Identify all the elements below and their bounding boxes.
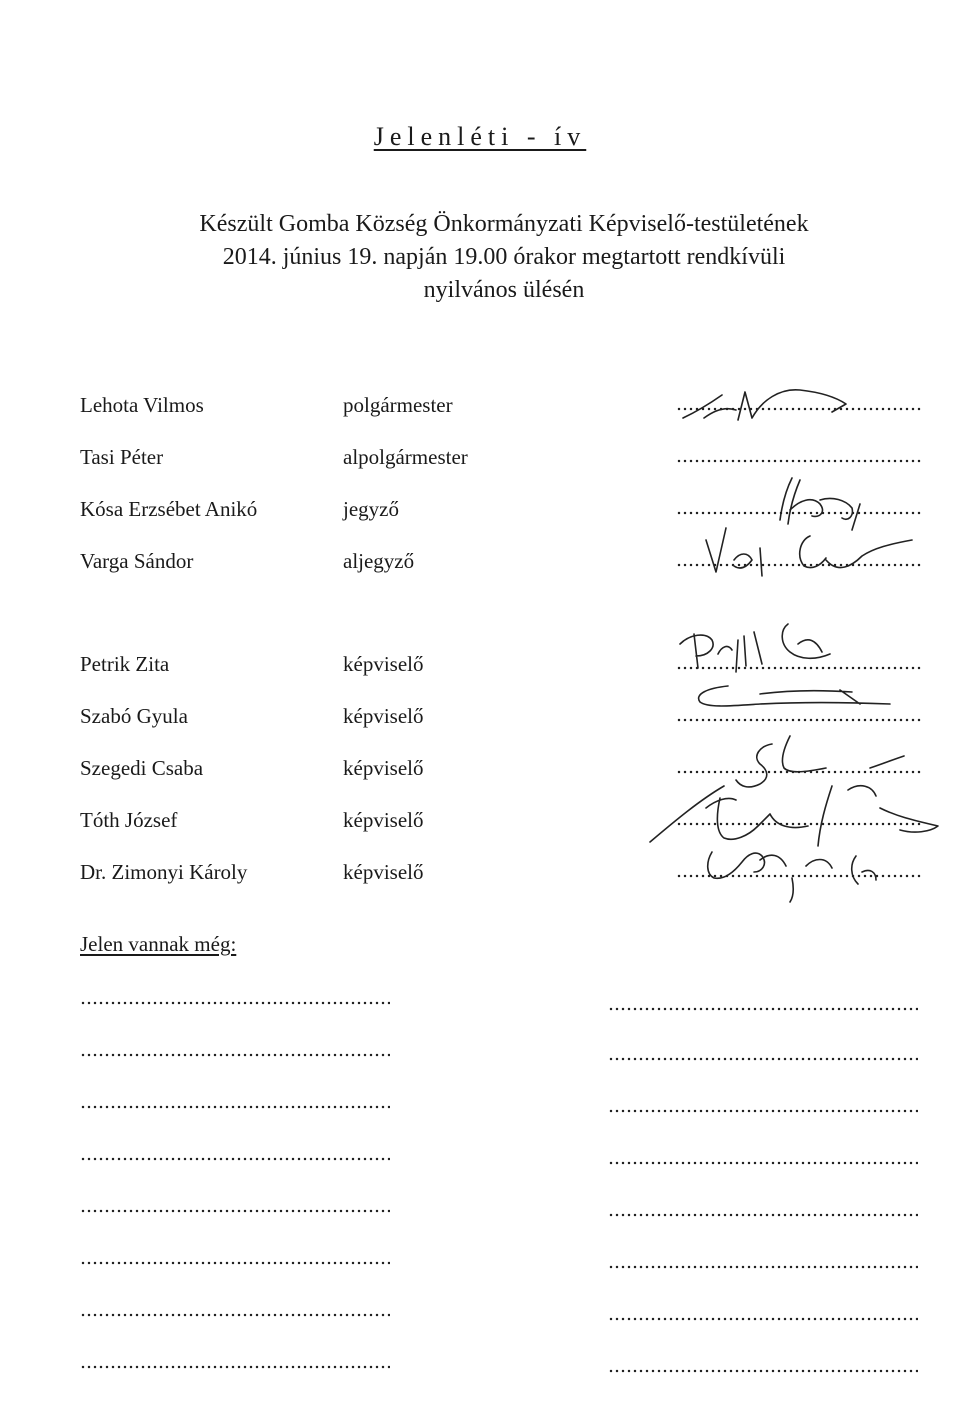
attendee-row: [0, 549, 960, 579]
signature-line: [676, 874, 922, 878]
blank-line-left: [80, 1313, 390, 1317]
attendee-row: [0, 445, 960, 475]
attendee-role: polgármester: [343, 393, 453, 417]
subtitle-line-1: Készült Gomba Község Önkormányzati Képviselő-testületének: [199, 211, 809, 237]
signature-line: [676, 666, 922, 670]
attendee-role: alpolgármester: [343, 445, 468, 469]
attendee-name: Petrik Zita: [80, 652, 170, 676]
attendee-row: [0, 860, 960, 890]
attendee-role: aljegyző: [343, 549, 415, 573]
blank-line-left: [80, 1157, 390, 1161]
document-title: Jelenléti - ív: [373, 122, 587, 151]
attendee-name: Szegedi Csaba: [80, 756, 204, 780]
blank-line-left: [80, 1105, 390, 1109]
attendee-name: Lehota Vilmos: [80, 393, 204, 417]
attendee-role: képviselő: [343, 756, 424, 780]
attendee-name: Kósa Erzsébet Anikó: [80, 497, 258, 521]
signature-line: [676, 770, 922, 774]
blank-line-right: [608, 1369, 918, 1373]
blank-line-left: [80, 1209, 390, 1213]
attendee-role: jegyző: [343, 497, 399, 521]
blank-line-right: [608, 1213, 918, 1217]
attendee-row: [0, 704, 960, 734]
attendee-role: képviselő: [343, 808, 424, 832]
blank-line-left: [80, 1053, 390, 1057]
blank-line-left: [80, 1001, 390, 1005]
attendee-role: képviselő: [343, 704, 424, 728]
blank-line-right: [608, 1109, 918, 1113]
subtitle-line-2: 2014. június 19. napján 19.00 órakor megtartott rendkívüli: [222, 244, 786, 270]
blank-line-right: [608, 1007, 918, 1011]
blank-line-left: [80, 1261, 390, 1265]
signature-line: [676, 822, 922, 826]
signature-line: [676, 718, 922, 722]
attendee-role: képviselő: [343, 860, 424, 884]
document-subtitle: [0, 208, 960, 307]
attendee-name: Szabó Gyula: [80, 704, 188, 728]
attendee-row: [0, 756, 960, 786]
attendee-row: [0, 652, 960, 682]
signature-line: [676, 563, 922, 567]
attendee-row: [0, 808, 960, 838]
blank-line-right: [608, 1057, 918, 1061]
attendee-name: Varga Sándor: [80, 549, 194, 573]
blank-line-right: [608, 1317, 918, 1321]
subtitle-line-3: nyilvános ülésén: [423, 277, 585, 303]
signature-line: [676, 459, 922, 463]
attendee-name: Dr. Zimonyi Károly: [80, 860, 248, 884]
signature-line: [676, 511, 922, 515]
signature-line: [676, 407, 922, 411]
blank-line-right: [608, 1265, 918, 1269]
attendee-name: Tóth József: [80, 808, 178, 832]
attendee-name: Tasi Péter: [80, 445, 164, 469]
present-section-label: Jelen vannak még:: [80, 932, 237, 956]
attendee-role: képviselő: [343, 652, 424, 676]
blank-line-right: [608, 1161, 918, 1165]
blank-line-left: [80, 1365, 390, 1369]
attendee-row: [0, 497, 960, 527]
signature-szabo: [699, 686, 890, 706]
attendee-row: [0, 393, 960, 423]
